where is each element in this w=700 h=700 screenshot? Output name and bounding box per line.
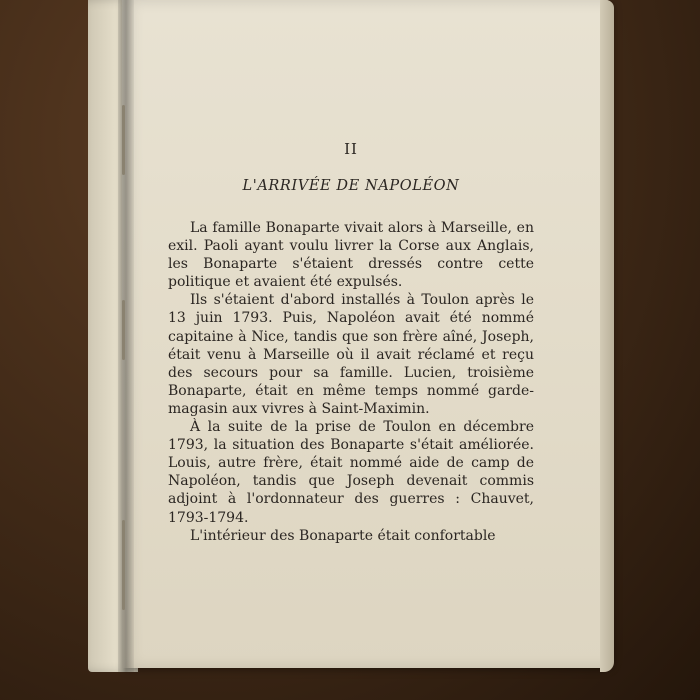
page-text-block [168,136,534,545]
paragraph: Ils s'étaient d'abord installés à Toulon après le 13 juin 1793. Puis, Napoléon avait été nommé capitaine à Nice, tandis que son frère aîné, Joseph, était venu à Marseille où il avait réclamé et reçu des secours pour sa famille. Lucien, troisième Bonaparte, était en même temps nommé garde-magasin aux vivres à Saint-Maximin. [168,292,534,417]
right-page-edge [600,0,614,672]
book-spine-shadow [118,0,134,672]
binding-stitch [122,520,125,610]
chapter-number: II [344,140,358,158]
binding-stitch [122,300,125,360]
chapter-title: L'ARRIVÉE DE NAPOLÉON [242,178,460,194]
binding-stitch [122,105,125,175]
paragraph: La famille Bonaparte vivait alors à Marseille, en exil. Paoli ayant voulu livrer la Corse aux Anglais, les Bonaparte s'étaient dressés contre cette politique et avaient été expulsés. [168,220,534,291]
paragraph: L'intérieur des Bonaparte était confortable [190,527,496,544]
paragraph: À la suite de la prise de Toulon en décembre 1793, la situation des Bonaparte s'était améliorée. Louis, autre frère, était nommé aide de camp de Napoléon, tandis que Joseph devenait commis adjoint à l'ordonnateur des guerres : Chauvet, 1793-1794. [168,419,534,526]
